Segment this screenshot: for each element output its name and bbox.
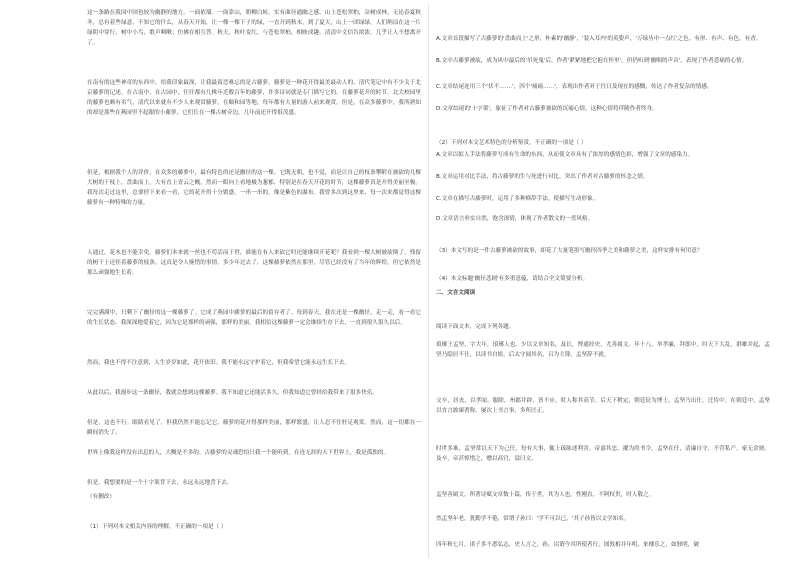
essay-paragraph-10: 但是，我想要的是一个十字架背下去，永远永远地背下去。	[87, 480, 233, 486]
classical-paragraph-3: 时世多难，孟坚常以天下为己任，每有大事，辄上疏陈述利害。帝嘉其忠，擢为尚书令。孟坚在任，清廉自守，不营私产，家无余财。及卒，帝甚悼惜之，赠以高官，谥曰文。	[436, 446, 770, 462]
classical-last-line: 四年秋七月，诸子多不悉弘志，史人言之，孙，诏谓今其所使者行，图敦相并年明，来楼乐之，如独明，破	[436, 542, 699, 548]
essay-paragraph-1: 这一条路在我国中国也较为幽静的地方。一面依墙。一面靠山，朝柳白转，实有曲径通幽之感。山上苍松翠柏，杂树成林，无论春夏秋冬，总有着些绿意。不知它的什么，从春天开始，让一棵一棵下子的绿，一直开到秋末。到了夏天，山上一团绿绿，人们纳凉在这一片绿阴中穿行。树中小鸟，歌声啁啾；仿佛在相互答。秋天，秋叶变红，与苍松翠柏，相映成趣，清清中文信告浓浓。几乎让人不想离开了。	[87, 10, 421, 46]
option-a-top: A.文章首段描写了古藤萝的'盘曲而上'之形，朴素的'幽静'，'装入耳内'的英姿声，'万绿丛中一点红'之色。有形、有声、有色，有香。	[436, 36, 762, 42]
essay-paragraph-9: 世界上像我这样没有出息的人，大概是不多的。古藤萝的灵魂恐怕只我一个能听到，在连无涯的天下世界上，我是孤独的。	[87, 450, 390, 456]
essay-paragraph-3: 但是，根据我个人的评价，在众多的藤萝中，最有特色的还是幽径的这一棵。它既无朝，也不觉，而是让自己的枝条攀附在被砍的几棵大树的干枝上，盘曲而上，大有直上青云之概。然而一眼向上看地极为葱郁，特别是在春天开花的时节，这棵藤萝真是开得美丽至极。我每次走过这里，总要停下来看一看，它的花开得十分繁盛，一串一串的，像是紫色的瀑布。我曾多次到这里来，每一次来都觉得这棵藤萝有一种特殊的力量。	[87, 170, 421, 206]
option-c-mid: C.文章在描写古藤萝时，运用了多种修辞手法，使描写生动形象。	[436, 196, 599, 202]
question-4: （4）本文标题'幽径悲剧'有多重意蕴，请结合全文简要分析。	[436, 276, 589, 282]
question-2: （2）下列对本文艺术特色的分析鉴赏，不正确的一项是（ ）	[436, 140, 587, 146]
essay-paragraph-8: 但是，这也不行。眼睛看见了，但我仍然不能忘记它。藤萝的花开得那样美丽，那样繁盛，让人忍不住驻足观赏。然而，这一切都在一瞬间消失了。	[87, 420, 421, 436]
classical-paragraph-1: 琅琊王孟坚，字大年，琅琊人也。少以文章知名，及长，博通经史，尤善属文。年十八，举孝廉，拜郎中。时天下大乱，群雄并起，孟坚乃隐居不仕，以读书自娱。后太守闻其名，召为主簿，孟坚辞不就。	[436, 342, 770, 358]
option-d-mid: D.文章语言朴实自然，饱含深情，体现了作者散文的一贯风格。	[436, 216, 594, 222]
option-a-mid: A.文章以拟人手法将藤萝写成有生命的东西，从而使文章具有了浓厚的感情色彩，增强了文章的感染力。	[436, 152, 694, 158]
question-3: （3）本文写的是一件古藤萝被砍的故事，却花了大量笔墨写幽径四季之美和藤萝之美，这样安排有何用意？	[436, 248, 703, 254]
essay-paragraph-7: 从此以后，我漫步这一条幽径，我就会想到这棵藤萝。我不知道它还能活多久，但我知道它曾经给我带来了很多快乐。	[87, 390, 378, 396]
option-b-mid: B.文章运用对比手法，将古藤萝的生与死进行对比，突出了作者对古藤萝的怀念之情。	[436, 174, 649, 180]
essay-paragraph-6: 然而，我也不得不注意到，人生岁岁如此，花开依旧。我不能永远守护着它，但我希望它能永远生长下去。	[87, 360, 350, 366]
classical-paragraph-5: 然孟坚年老，犹勤学不倦，常谓子孙曰：'学不可以已。'其子孙皆以文学知名。	[436, 516, 630, 522]
reading-instruction: 阅读下面文本，完成下列各题。	[436, 324, 515, 330]
essay-paragraph-4: 人通过，花木也不能幸免。藤萝们本来就一丝也不苟活而于世，谁能在有人来砍它时还能继续开花呢？我看到一棵大树被砍倒了，残留的树干上还挂着藤萝的枝条。这真是令人惋惜的事情。多少年过去了，这棵藤萝依然在那里，尽管已经没有了当年的辉煌，但它依然是那么顽强地生长着。	[87, 250, 421, 276]
column-divider	[428, 4, 429, 558]
section-heading: 二、文言文阅读	[436, 290, 476, 296]
essay-paragraph-5: 完完满满中，只剩下了幽径的这一棵藤萝了。它成了燕园中藤萝的最后的留存者了。每到春天，我在还是一棵幽径，走一走，看一看它的生长状态。我深深地爱着它，因为它是那样的顽强，那样的美丽。我相信这棵藤萝一定会继续生存下去，一直到很久很久以后。	[87, 310, 421, 326]
option-d-top: D.文章结尾的'十字架'，象征了作者对古藤萝被砍的沉痛心情，这种心情将伴随作者终身。	[436, 106, 658, 112]
option-b-top: B.文中古藤萝被砍，成为风中最后的'吊死鬼'后，作者'紧紧地把它抱在怀里'，但仍听到'幽咽的声音'，表现了作者悲痛的心情。	[436, 58, 748, 64]
left-column	[87, 0, 421, 562]
classical-paragraph-2: 父卒，居丧，以孝闻。服除，州郡并辟，皆不应。时人称其高节。后天下稍定，朝廷征为博士，孟坚乃出仕，迁侍中。在朝廷中，孟坚以直言敢谏著称，屡次上书言事，多所匡正。	[436, 398, 770, 414]
right-column	[436, 0, 770, 562]
question-1: （1）下列对本文相关内容的理解，不正确的一项是（ ）	[87, 524, 227, 530]
option-c-top: C.文章结尾连用三个'伏不…….'，四个'痛痛……'，表现出作者对于往日及现在的感慨，传达了作者复杂的情感。	[436, 84, 713, 90]
essay-paragraph-2: 在南有的这些神奇的东西中，给我印象最深，让我最留恋难忘的是古藤萝。藤萝是一种花开得最美最动人的。清代笔记中有不少关于北京藤萝的记述，在古南中，在古园中，往往都有几株年近数百年的藤萝，许多诗词就是专门描写它的。在藤萝花开的时节，北大校园里的藤萝也颇有名气，清代以来就有不少人来观赏藤萝。在颐和园等地，每年都有大量的游人前来观赏。但是，在众多藤萝中，我所熟知的却是那些在燕园里不起眼的小藤萝，它们长在一棵古树旁边，几年前还开得很茂盛。	[87, 80, 421, 116]
classical-paragraph-4: 孟坚善属文，所著诗赋文章数十篇，传于世。其为人也，性刚直，不阿权贵，时人敬之。	[436, 492, 655, 498]
essay-note: （有删改）	[87, 494, 115, 500]
